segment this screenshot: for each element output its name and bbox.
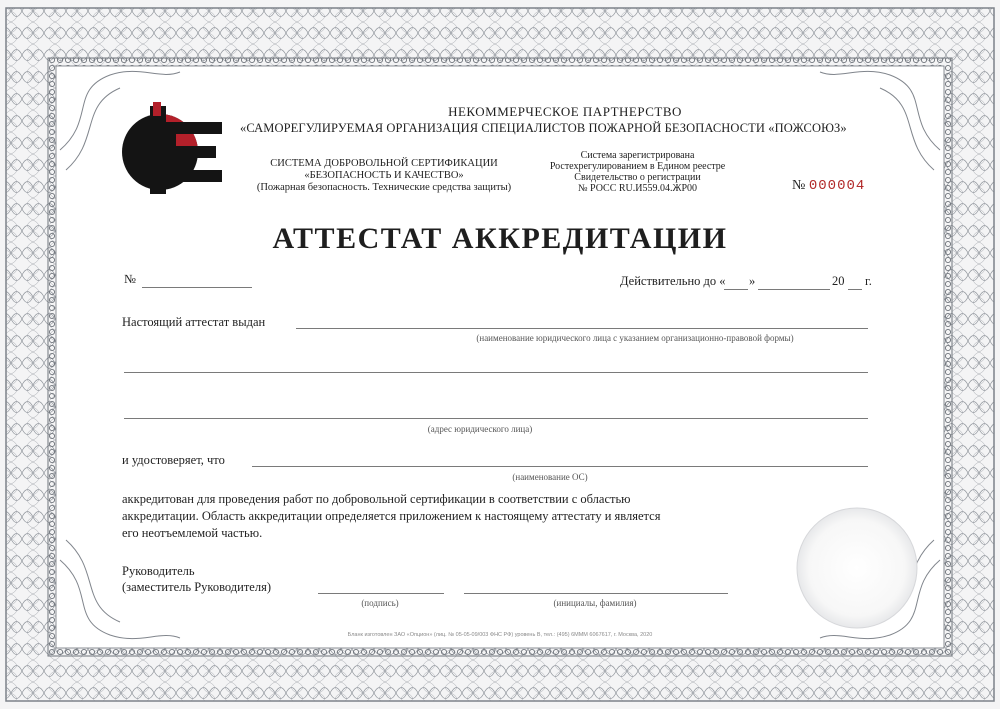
logo — [120, 100, 230, 200]
issued-label: Настоящий аттестат выдан — [122, 315, 266, 329]
certifies-label: и удостоверяет, что — [122, 453, 225, 467]
os-hint: (наименование ОС) — [512, 472, 588, 482]
serial-number — [792, 178, 865, 194]
name-hint: (инициалы, фамилия) — [553, 598, 637, 608]
system-name-3: (Пожарная безопасность. Технические средства защиты) — [256, 182, 512, 193]
issued-field-line-2[interactable] — [124, 372, 868, 373]
org-name: «САМОРЕГУЛИРУЕМАЯ ОРГАНИЗАЦИЯ СПЕЦИАЛИСТОВ ПОЖАРНОЙ БЕЗОПАСНОСТИ «ПОЖСОЮЗ» — [240, 121, 847, 135]
head-label-2: (заместитель Руководителя) — [122, 580, 271, 594]
serial-prefix: № — [792, 178, 806, 193]
valid-year-line[interactable] — [848, 289, 862, 290]
valid-day-line[interactable] — [724, 289, 748, 290]
name-field-line[interactable] — [464, 593, 728, 594]
system-name-2: «БЕЗОПАСНОСТЬ И КАЧЕСТВО» — [304, 170, 464, 181]
os-field-line[interactable] — [252, 466, 868, 467]
number-label: № — [124, 272, 136, 286]
system-name-1: СИСТЕМА ДОБРОВОЛЬНОЙ СЕРТИФИКАЦИИ — [270, 158, 498, 169]
serial-value: 000004 — [808, 178, 866, 194]
issued-field-line[interactable] — [296, 328, 868, 329]
valid-until-label: Действительно до « — [620, 274, 726, 288]
accreditation-text-2: аккредитации. Область аккредитации определяется приложением к настоящему аттестату и является — [122, 509, 661, 523]
address-field-line[interactable] — [124, 418, 868, 419]
signature-field-line[interactable] — [318, 593, 444, 594]
issued-hint: (наименование юридического лица с указанием организационно-правовой формы) — [476, 333, 794, 343]
accreditation-text-3: его неотъемлемой частью. — [122, 526, 263, 540]
org-type: НЕКОММЕРЧЕСКОЕ ПАРТНЕРСТВО — [448, 104, 682, 119]
address-hint: (адрес юридического лица) — [427, 424, 533, 434]
registration-1: Система зарегистрирована — [580, 150, 695, 161]
signature-hint: (подпись) — [361, 598, 399, 608]
printer-note: Бланк изготовлен ЗАО «Опцион» (лиц. № 05-05-09/003 ФНС РФ) уровень В, тел.: (495) 6МММ 6067617, г. Москва, 2020 — [347, 632, 653, 638]
accreditation-text-1: аккредитован для проведения работ по добровольной сертификации в соответствии с областью — [122, 492, 631, 506]
valid-month-line[interactable] — [758, 289, 830, 290]
valid-close-quote: » — [749, 274, 756, 288]
registration-3: Свидетельство о регистрации — [574, 172, 701, 183]
document-title: АТТЕСТАТ АККРЕДИТАЦИИ — [272, 222, 728, 255]
head-label-1: Руководитель — [122, 564, 195, 578]
registration-2: Ростехрегулированием в Едином реестре — [549, 161, 726, 172]
year-prefix: 20 — [832, 274, 845, 288]
number-field-line[interactable] — [142, 287, 252, 288]
year-suffix: г. — [865, 274, 872, 288]
registration-4: № РОСС RU.И559.04.ЖР00 — [577, 183, 698, 194]
